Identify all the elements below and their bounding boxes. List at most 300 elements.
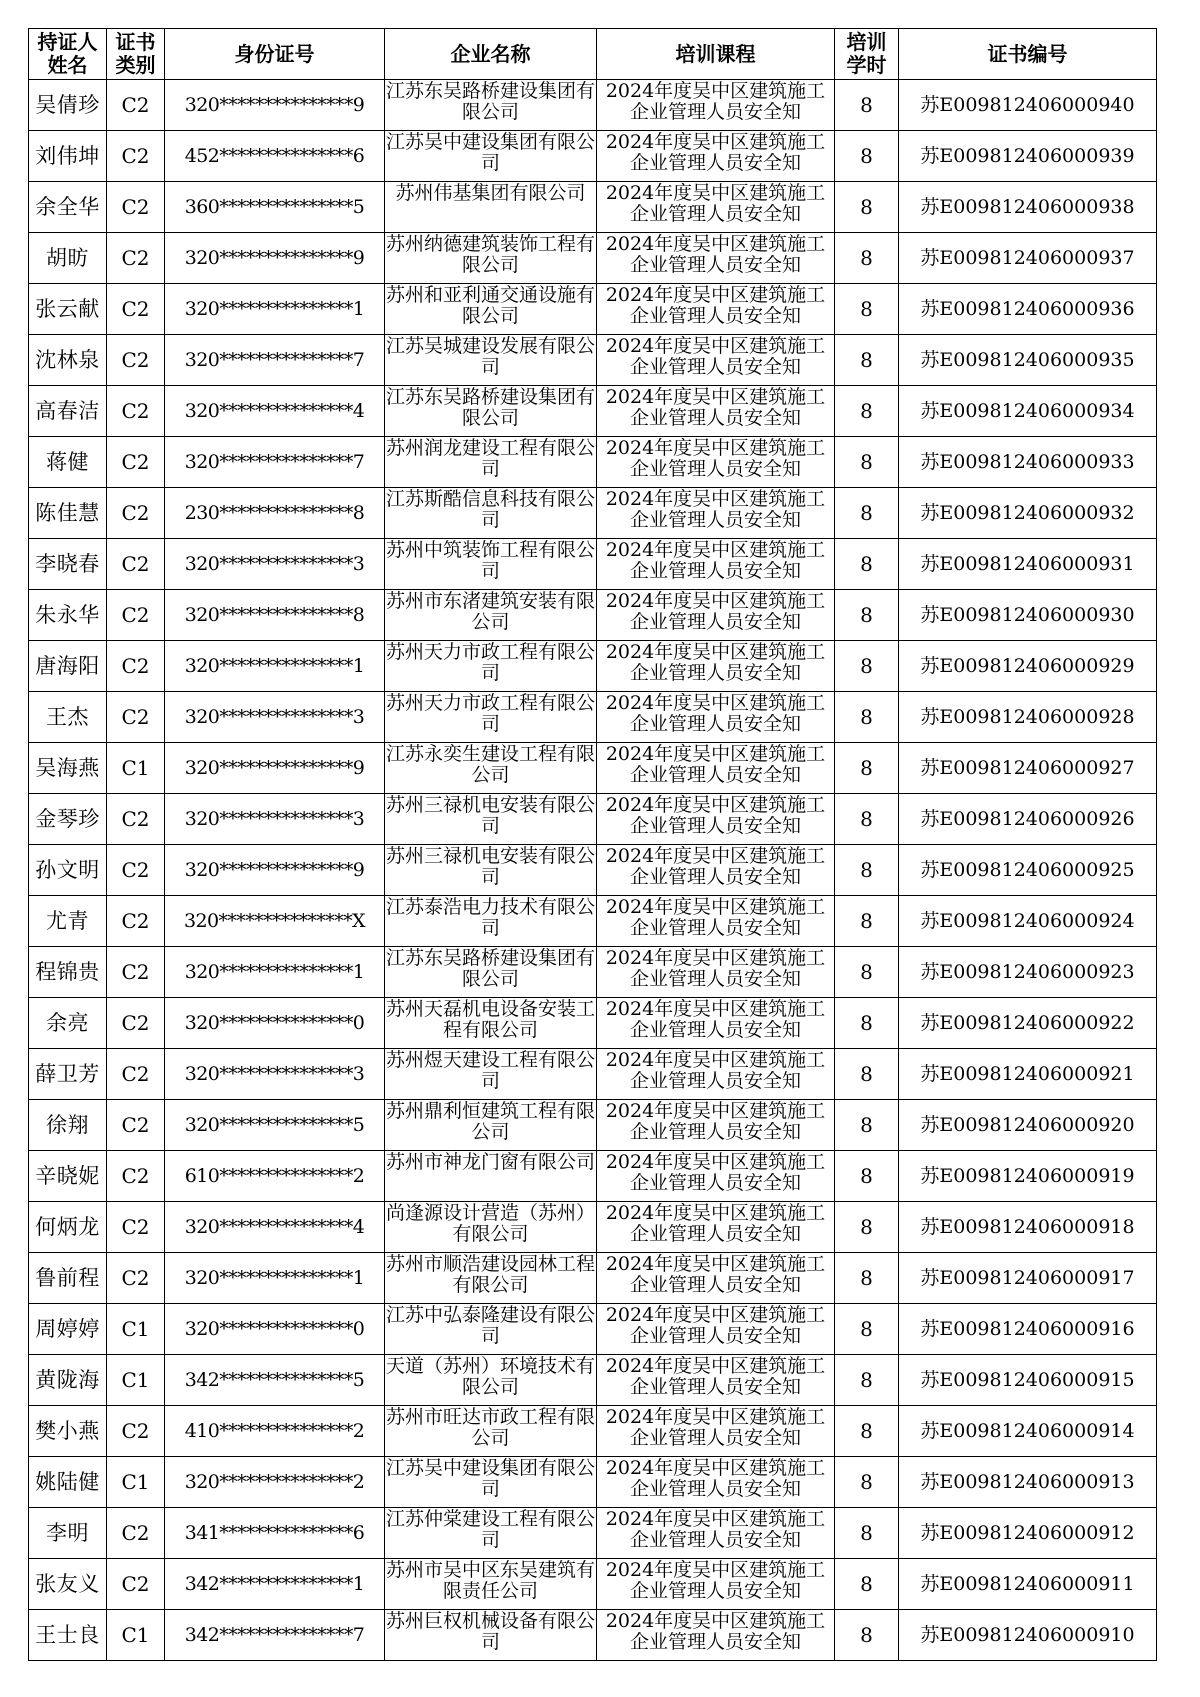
company-name-text: 苏州三禄机电安装有限公司 xyxy=(385,845,595,889)
company-name xyxy=(385,641,597,692)
header-cert-type: 证书 类别 xyxy=(107,29,165,80)
cert-number: 苏E009812406000939 xyxy=(899,131,1157,182)
company-name-text: 苏州纳德建筑装饰工程有限公司 xyxy=(385,233,595,277)
company-name xyxy=(385,1457,597,1508)
company-name-text: 苏州和亚利通交通设施有限公司 xyxy=(385,284,595,328)
table-row xyxy=(29,131,1157,182)
training-hours: 8 xyxy=(835,335,899,386)
company-name-text: 苏州中筑装饰工程有限公司 xyxy=(385,539,595,583)
holder-name: 鲁前程 xyxy=(29,1253,107,1304)
company-name xyxy=(385,692,597,743)
table-row xyxy=(29,1508,1157,1559)
cert-type: C2 xyxy=(107,845,165,896)
company-name-text: 苏州润龙建设工程有限公司 xyxy=(385,437,595,481)
id-number: 320***************X xyxy=(165,896,385,947)
company-name-text: 江苏斯酷信息科技有限公司 xyxy=(385,488,595,532)
cert-type: C2 xyxy=(107,80,165,131)
id-number: 320***************1 xyxy=(165,641,385,692)
company-name xyxy=(385,539,597,590)
training-hours: 8 xyxy=(835,488,899,539)
holder-name: 陈佳慧 xyxy=(29,488,107,539)
training-hours: 8 xyxy=(835,80,899,131)
course-name xyxy=(597,743,835,794)
cert-type: C2 xyxy=(107,1508,165,1559)
table-row xyxy=(29,1559,1157,1610)
company-name-text: 天道（苏州）环境技术有限公司 xyxy=(385,1355,595,1399)
cert-number: 苏E009812406000924 xyxy=(899,896,1157,947)
course-name-text: 2024年度吴中区建筑施工企业管理人员安全知 xyxy=(605,1610,826,1654)
id-number: 320***************1 xyxy=(165,284,385,335)
company-name xyxy=(385,488,597,539)
header-holder-name: 持证人 姓名 xyxy=(29,29,107,80)
course-name-text: 2024年度吴中区建筑施工企业管理人员安全知 xyxy=(605,947,826,991)
company-name xyxy=(385,590,597,641)
holder-name: 周婷婷 xyxy=(29,1304,107,1355)
table-row xyxy=(29,539,1157,590)
holder-name: 王杰 xyxy=(29,692,107,743)
cert-number: 苏E009812406000940 xyxy=(899,80,1157,131)
cert-number: 苏E009812406000917 xyxy=(899,1253,1157,1304)
course-name-text: 2024年度吴中区建筑施工企业管理人员安全知 xyxy=(605,1253,826,1297)
header-cert-number: 证书编号 xyxy=(899,29,1157,80)
cert-type: C2 xyxy=(107,1253,165,1304)
table-row xyxy=(29,743,1157,794)
id-number: 320***************7 xyxy=(165,335,385,386)
holder-name: 吴倩珍 xyxy=(29,80,107,131)
table-row xyxy=(29,1202,1157,1253)
course-name-text: 2024年度吴中区建筑施工企业管理人员安全知 xyxy=(605,284,826,328)
training-hours: 8 xyxy=(835,1559,899,1610)
id-number: 320***************1 xyxy=(165,947,385,998)
holder-name: 程锦贵 xyxy=(29,947,107,998)
cert-type: C2 xyxy=(107,488,165,539)
cert-number: 苏E009812406000934 xyxy=(899,386,1157,437)
course-name-text: 2024年度吴中区建筑施工企业管理人员安全知 xyxy=(605,692,826,736)
table-row xyxy=(29,1610,1157,1661)
company-name xyxy=(385,845,597,896)
cert-number: 苏E009812406000914 xyxy=(899,1406,1157,1457)
holder-name: 辛晓妮 xyxy=(29,1151,107,1202)
id-number: 320***************2 xyxy=(165,1457,385,1508)
holder-name: 唐海阳 xyxy=(29,641,107,692)
cert-type: C2 xyxy=(107,284,165,335)
holder-name: 朱永华 xyxy=(29,590,107,641)
company-name xyxy=(385,1559,597,1610)
course-name-text: 2024年度吴中区建筑施工企业管理人员安全知 xyxy=(605,488,826,532)
table-header xyxy=(29,29,1157,80)
company-name xyxy=(385,80,597,131)
company-name xyxy=(385,743,597,794)
course-name xyxy=(597,1253,835,1304)
training-hours: 8 xyxy=(835,131,899,182)
id-number: 320***************3 xyxy=(165,692,385,743)
course-name-text: 2024年度吴中区建筑施工企业管理人员安全知 xyxy=(605,233,826,277)
holder-name: 何炳龙 xyxy=(29,1202,107,1253)
id-number: 320***************9 xyxy=(165,233,385,284)
training-hours: 8 xyxy=(835,1202,899,1253)
course-name-text: 2024年度吴中区建筑施工企业管理人员安全知 xyxy=(605,1559,826,1603)
cert-number: 苏E009812406000928 xyxy=(899,692,1157,743)
course-name xyxy=(597,1610,835,1661)
holder-name: 刘伟坤 xyxy=(29,131,107,182)
cert-number: 苏E009812406000929 xyxy=(899,641,1157,692)
header-course: 培训课程 xyxy=(597,29,835,80)
cert-type: C2 xyxy=(107,182,165,233)
course-name xyxy=(597,1508,835,1559)
holder-name: 黄陇海 xyxy=(29,1355,107,1406)
company-name xyxy=(385,284,597,335)
course-name xyxy=(597,335,835,386)
training-hours: 8 xyxy=(835,845,899,896)
company-name xyxy=(385,1406,597,1457)
header-id-number: 身份证号 xyxy=(165,29,385,80)
course-name-text: 2024年度吴中区建筑施工企业管理人员安全知 xyxy=(605,590,826,634)
table-row xyxy=(29,1049,1157,1100)
company-name-text: 苏州市顺浩建设园林工程有限公司 xyxy=(385,1253,595,1297)
cert-number: 苏E009812406000936 xyxy=(899,284,1157,335)
course-name xyxy=(597,1151,835,1202)
course-name xyxy=(597,1457,835,1508)
training-hours: 8 xyxy=(835,1100,899,1151)
company-name-text: 苏州巨权机械设备有限公司 xyxy=(385,1610,595,1654)
table-row xyxy=(29,1100,1157,1151)
company-name xyxy=(385,386,597,437)
training-hours: 8 xyxy=(835,692,899,743)
cert-number: 苏E009812406000925 xyxy=(899,845,1157,896)
course-name-text: 2024年度吴中区建筑施工企业管理人员安全知 xyxy=(605,539,826,583)
course-name-text: 2024年度吴中区建筑施工企业管理人员安全知 xyxy=(605,1406,826,1450)
holder-name: 张友义 xyxy=(29,1559,107,1610)
training-hours: 8 xyxy=(835,896,899,947)
company-name xyxy=(385,182,597,233)
holder-name: 沈林泉 xyxy=(29,335,107,386)
course-name-text: 2024年度吴中区建筑施工企业管理人员安全知 xyxy=(605,80,826,124)
training-hours: 8 xyxy=(835,386,899,437)
cert-type: C1 xyxy=(107,1355,165,1406)
course-name-text: 2024年度吴中区建筑施工企业管理人员安全知 xyxy=(605,998,826,1042)
course-name xyxy=(597,1202,835,1253)
training-hours: 8 xyxy=(835,1457,899,1508)
cert-number: 苏E009812406000918 xyxy=(899,1202,1157,1253)
training-hours: 8 xyxy=(835,182,899,233)
course-name xyxy=(597,641,835,692)
table-row xyxy=(29,1253,1157,1304)
company-name xyxy=(385,1610,597,1661)
course-name xyxy=(597,1100,835,1151)
training-hours: 8 xyxy=(835,437,899,488)
table-row xyxy=(29,1406,1157,1457)
holder-name: 余全华 xyxy=(29,182,107,233)
company-name-text: 尚逢源设计营造（苏州）有限公司 xyxy=(385,1202,595,1246)
cert-number: 苏E009812406000923 xyxy=(899,947,1157,998)
company-name xyxy=(385,1508,597,1559)
table-row xyxy=(29,1304,1157,1355)
holder-name: 李晓春 xyxy=(29,539,107,590)
cert-number: 苏E009812406000922 xyxy=(899,998,1157,1049)
id-number: 320***************0 xyxy=(165,1304,385,1355)
training-hours: 8 xyxy=(835,1151,899,1202)
training-hours: 8 xyxy=(835,998,899,1049)
training-hours: 8 xyxy=(835,1508,899,1559)
company-name-text: 江苏吴中建设集团有限公司 xyxy=(385,131,595,175)
course-name xyxy=(597,998,835,1049)
course-name xyxy=(597,896,835,947)
holder-name: 高春洁 xyxy=(29,386,107,437)
cert-number: 苏E009812406000933 xyxy=(899,437,1157,488)
company-name-text: 江苏中弘泰隆建设有限公司 xyxy=(385,1304,595,1348)
course-name xyxy=(597,845,835,896)
cert-number: 苏E009812406000912 xyxy=(899,1508,1157,1559)
course-name-text: 2024年度吴中区建筑施工企业管理人员安全知 xyxy=(605,743,826,787)
header-company: 企业名称 xyxy=(385,29,597,80)
company-name xyxy=(385,1100,597,1151)
course-name xyxy=(597,437,835,488)
cert-number: 苏E009812406000915 xyxy=(899,1355,1157,1406)
company-name-text: 江苏永奕生建设工程有限公司 xyxy=(385,743,595,787)
holder-name: 金琴珍 xyxy=(29,794,107,845)
company-name-text: 江苏东吴路桥建设集团有限公司 xyxy=(385,80,595,124)
company-name xyxy=(385,896,597,947)
training-hours: 8 xyxy=(835,284,899,335)
table-row xyxy=(29,488,1157,539)
company-name-text: 江苏泰浩电力技术有限公司 xyxy=(385,896,595,940)
holder-name: 蒋健 xyxy=(29,437,107,488)
cert-type: C2 xyxy=(107,692,165,743)
cert-type: C1 xyxy=(107,1610,165,1661)
cert-type: C2 xyxy=(107,233,165,284)
cert-number: 苏E009812406000921 xyxy=(899,1049,1157,1100)
training-hours: 8 xyxy=(835,1304,899,1355)
table-row xyxy=(29,80,1157,131)
table-row xyxy=(29,692,1157,743)
cert-type: C2 xyxy=(107,539,165,590)
course-name-text: 2024年度吴中区建筑施工企业管理人员安全知 xyxy=(605,1151,826,1195)
company-name xyxy=(385,1253,597,1304)
id-number: 320***************9 xyxy=(165,80,385,131)
holder-name: 吴海燕 xyxy=(29,743,107,794)
company-name xyxy=(385,1355,597,1406)
id-number: 341***************6 xyxy=(165,1508,385,1559)
table-row xyxy=(29,1355,1157,1406)
course-name-text: 2024年度吴中区建筑施工企业管理人员安全知 xyxy=(605,641,826,685)
company-name-text: 苏州市旺达市政工程有限公司 xyxy=(385,1406,595,1450)
training-hours: 8 xyxy=(835,1253,899,1304)
cert-type: C1 xyxy=(107,1457,165,1508)
course-name xyxy=(597,539,835,590)
training-hours: 8 xyxy=(835,590,899,641)
training-hours: 8 xyxy=(835,641,899,692)
cert-type: C2 xyxy=(107,386,165,437)
course-name-text: 2024年度吴中区建筑施工企业管理人员安全知 xyxy=(605,1355,826,1399)
cert-number: 苏E009812406000916 xyxy=(899,1304,1157,1355)
cert-type: C2 xyxy=(107,947,165,998)
cert-number: 苏E009812406000919 xyxy=(899,1151,1157,1202)
course-name xyxy=(597,947,835,998)
cert-type: C2 xyxy=(107,335,165,386)
holder-name: 姚陆健 xyxy=(29,1457,107,1508)
table-row xyxy=(29,1151,1157,1202)
company-name xyxy=(385,794,597,845)
course-name-text: 2024年度吴中区建筑施工企业管理人员安全知 xyxy=(605,1304,826,1348)
id-number: 230***************8 xyxy=(165,488,385,539)
company-name xyxy=(385,1151,597,1202)
course-name-text: 2024年度吴中区建筑施工企业管理人员安全知 xyxy=(605,335,826,379)
training-hours: 8 xyxy=(835,1610,899,1661)
cert-type: C2 xyxy=(107,1049,165,1100)
company-name-text: 苏州市吴中区东吴建筑有限责任公司 xyxy=(385,1559,595,1603)
cert-type: C2 xyxy=(107,998,165,1049)
company-name-text: 苏州市神龙门窗有限公司 xyxy=(385,1151,595,1173)
table-row xyxy=(29,284,1157,335)
course-name-text: 2024年度吴中区建筑施工企业管理人员安全知 xyxy=(605,1457,826,1501)
course-name xyxy=(597,1406,835,1457)
id-number: 320***************5 xyxy=(165,1100,385,1151)
company-name-text: 江苏吴中建设集团有限公司 xyxy=(385,1457,595,1501)
cert-number: 苏E009812406000910 xyxy=(899,1610,1157,1661)
id-number: 342***************5 xyxy=(165,1355,385,1406)
cert-type: C2 xyxy=(107,131,165,182)
table-row xyxy=(29,1457,1157,1508)
course-name xyxy=(597,692,835,743)
training-hours: 8 xyxy=(835,539,899,590)
holder-name: 李明 xyxy=(29,1508,107,1559)
course-name-text: 2024年度吴中区建筑施工企业管理人员安全知 xyxy=(605,1049,826,1093)
cert-type: C2 xyxy=(107,590,165,641)
certificate-table xyxy=(28,28,1157,1661)
id-number: 320***************1 xyxy=(165,1253,385,1304)
holder-name: 胡昉 xyxy=(29,233,107,284)
table-row xyxy=(29,641,1157,692)
cert-type: C2 xyxy=(107,1406,165,1457)
course-name-text: 2024年度吴中区建筑施工企业管理人员安全知 xyxy=(605,1508,826,1552)
cert-number: 苏E009812406000913 xyxy=(899,1457,1157,1508)
cert-number: 苏E009812406000930 xyxy=(899,590,1157,641)
course-name xyxy=(597,284,835,335)
training-hours: 8 xyxy=(835,743,899,794)
cert-type: C2 xyxy=(107,1202,165,1253)
course-name xyxy=(597,590,835,641)
table-row xyxy=(29,182,1157,233)
table-body xyxy=(29,80,1157,1661)
holder-name: 尤青 xyxy=(29,896,107,947)
company-name-text: 苏州天力市政工程有限公司 xyxy=(385,641,595,685)
cert-number: 苏E009812406000920 xyxy=(899,1100,1157,1151)
cert-type: C2 xyxy=(107,1559,165,1610)
table-row xyxy=(29,386,1157,437)
training-hours: 8 xyxy=(835,794,899,845)
holder-name: 孙文明 xyxy=(29,845,107,896)
company-name xyxy=(385,233,597,284)
course-name-text: 2024年度吴中区建筑施工企业管理人员安全知 xyxy=(605,182,826,226)
course-name-text: 2024年度吴中区建筑施工企业管理人员安全知 xyxy=(605,896,826,940)
course-name xyxy=(597,386,835,437)
cert-type: C2 xyxy=(107,1100,165,1151)
company-name xyxy=(385,335,597,386)
company-name-text: 苏州市东渚建筑安装有限公司 xyxy=(385,590,595,634)
table-row xyxy=(29,845,1157,896)
company-name-text: 苏州天力市政工程有限公司 xyxy=(385,692,595,736)
id-number: 320***************4 xyxy=(165,1202,385,1253)
company-name xyxy=(385,437,597,488)
course-name xyxy=(597,182,835,233)
course-name xyxy=(597,233,835,284)
company-name xyxy=(385,947,597,998)
cert-type: C1 xyxy=(107,743,165,794)
table-row xyxy=(29,590,1157,641)
id-number: 342***************1 xyxy=(165,1559,385,1610)
cert-number: 苏E009812406000926 xyxy=(899,794,1157,845)
course-name xyxy=(597,488,835,539)
id-number: 360***************5 xyxy=(165,182,385,233)
company-name-text: 江苏东吴路桥建设集团有限公司 xyxy=(385,386,595,430)
company-name xyxy=(385,1304,597,1355)
cert-number: 苏E009812406000935 xyxy=(899,335,1157,386)
cert-type: C2 xyxy=(107,896,165,947)
id-number: 320***************0 xyxy=(165,998,385,1049)
cert-type: C2 xyxy=(107,794,165,845)
cert-number: 苏E009812406000931 xyxy=(899,539,1157,590)
training-hours: 8 xyxy=(835,233,899,284)
course-name xyxy=(597,131,835,182)
id-number: 320***************9 xyxy=(165,743,385,794)
cert-type: C2 xyxy=(107,1151,165,1202)
course-name-text: 2024年度吴中区建筑施工企业管理人员安全知 xyxy=(605,386,826,430)
id-number: 610***************2 xyxy=(165,1151,385,1202)
company-name xyxy=(385,1202,597,1253)
holder-name: 余亮 xyxy=(29,998,107,1049)
training-hours: 8 xyxy=(835,1406,899,1457)
id-number: 320***************3 xyxy=(165,539,385,590)
course-name-text: 2024年度吴中区建筑施工企业管理人员安全知 xyxy=(605,794,826,838)
id-number: 320***************3 xyxy=(165,1049,385,1100)
table-row xyxy=(29,233,1157,284)
course-name-text: 2024年度吴中区建筑施工企业管理人员安全知 xyxy=(605,845,826,889)
course-name xyxy=(597,1559,835,1610)
holder-name: 薛卫芳 xyxy=(29,1049,107,1100)
cert-type: C2 xyxy=(107,641,165,692)
training-hours: 8 xyxy=(835,1049,899,1100)
company-name-text: 江苏东吴路桥建设集团有限公司 xyxy=(385,947,595,991)
cert-type: C1 xyxy=(107,1304,165,1355)
course-name xyxy=(597,1304,835,1355)
holder-name: 徐翔 xyxy=(29,1100,107,1151)
id-number: 320***************9 xyxy=(165,845,385,896)
cert-number: 苏E009812406000938 xyxy=(899,182,1157,233)
company-name-text: 苏州天磊机电设备安装工程有限公司 xyxy=(385,998,595,1042)
cert-number: 苏E009812406000927 xyxy=(899,743,1157,794)
id-number: 342***************7 xyxy=(165,1610,385,1661)
company-name-text: 苏州鼎利恒建筑工程有限公司 xyxy=(385,1100,595,1144)
table-row xyxy=(29,998,1157,1049)
id-number: 320***************8 xyxy=(165,590,385,641)
company-name xyxy=(385,1049,597,1100)
header-hours: 培训 学时 xyxy=(835,29,899,80)
table-row xyxy=(29,896,1157,947)
company-name-text: 苏州伟基集团有限公司 xyxy=(395,182,586,204)
table-row xyxy=(29,335,1157,386)
cert-number: 苏E009812406000911 xyxy=(899,1559,1157,1610)
course-name-text: 2024年度吴中区建筑施工企业管理人员安全知 xyxy=(605,131,826,175)
id-number: 320***************7 xyxy=(165,437,385,488)
cert-type: C2 xyxy=(107,437,165,488)
id-number: 452***************6 xyxy=(165,131,385,182)
training-hours: 8 xyxy=(835,1355,899,1406)
table-row xyxy=(29,794,1157,845)
course-name xyxy=(597,1049,835,1100)
course-name-text: 2024年度吴中区建筑施工企业管理人员安全知 xyxy=(605,1100,826,1144)
cert-number: 苏E009812406000937 xyxy=(899,233,1157,284)
table-row xyxy=(29,947,1157,998)
